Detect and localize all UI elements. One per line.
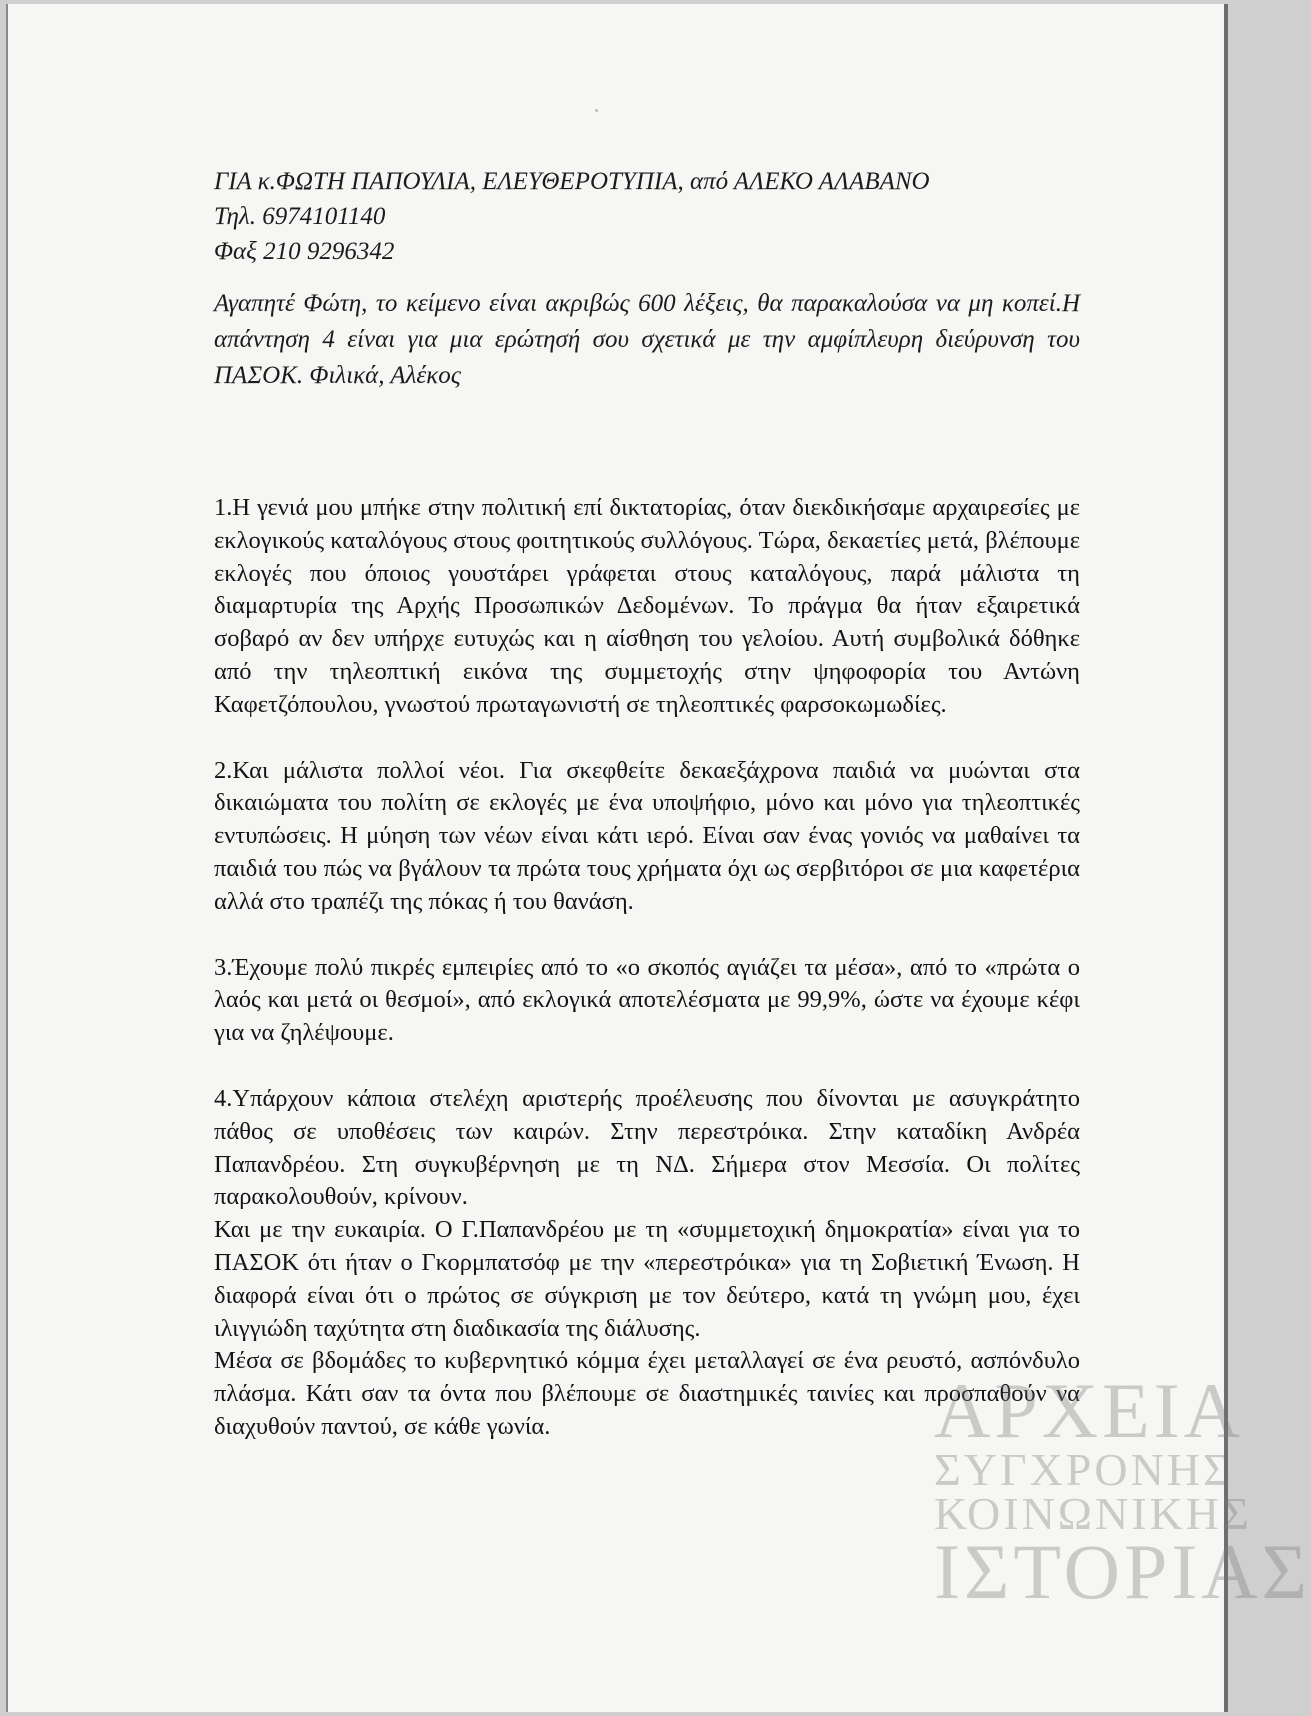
phone-line: Τηλ. 6974101140 <box>214 203 386 230</box>
document-page <box>6 4 1311 1712</box>
watermark-line-4: ΙΣΤΟΡΙΑΣ <box>934 1528 1311 1616</box>
letter-header <box>214 164 1094 269</box>
recipient-line: ΓΙΑ κ.ΦΩΤΗ ΠΑΠΟΥΛΙΑ, ΕΛΕΥΘΕΡΟΤΥΠΙΑ, από ΑΛΕΚΟ ΑΛΑΒΑΝΟ <box>214 168 930 195</box>
fax-line: Φαξ 210 9296342 <box>214 238 395 265</box>
article-body <box>214 492 1080 1444</box>
paragraph-4-continued-b: Μέσα σε βδομάδες το κυβερνητικό κόμμα έχει μεταλλαγεί σε ένα ρευστό, ασπόνδυλο πλάσμα. Κάτι σαν τα όντα που βλέπουμε σε διαστημικές ταινίες και προσπαθούν να διαχυθούν παντού, σε κάθε γωνία. <box>214 1347 1080 1440</box>
paragraph-2: 2.Και μάλιστα πολλοί νέοι. Για σκεφθείτε δεκαεξάχρονα παιδιά να μυώνται στα δικαιώματα του πολίτη σε εκλογές με ένα υποψήφιο, μόνο και μόνο για τηλεοπτικές εντυπώσεις. Η μύηση των νέων είναι κάτι ιερό. Είναι σαν ένας γονιός να μαθαίνει τα παιδιά του πώς να βγάλουν τα πρώτα τους χρήματα όχι ως σερβιτόροι σε μια καφετέρια αλλά στο τραπέζι της πόκας ή του θανάση. <box>214 756 1080 915</box>
paragraph-1: 1.Η γενιά μου μπήκε στην πολιτική επί δικτατορίας, όταν διεκδικήσαμε αρχαιρεσίες με εκλογικούς καταλόγους στους φοιτητικούς συλλόγους. Τώρα, δεκαετίες μετά, βλέπουμε εκλογές που όποιος γουστάρει γράφεται στους καταλόγους, παρά μάλιστα τη διαμαρτυρία της Αρχής Προσωπικών Δεδομένων. Το πράγμα θα ήταν εξαιρετικά σοβαρό αν δεν υπήρχε ευτυχώς και η αίσθηση του γελοίου. Αυτή συμβολικά δόθηκε από την τηλεοπτική εικόνα της συμμετοχής στην ψηφοφορία του Αντώνη Καφετζόπουλου, γνωστού πρωταγωνιστή σε τηλεοπτικές φαρσοκωμωδίες. <box>214 494 1080 718</box>
scan-speck <box>595 109 598 112</box>
watermark-line-2: ΣΥΓΧΡΟΝΗΣ <box>934 1444 1233 1496</box>
cover-note: Αγαπητέ Φώτη, το κείμενο είναι ακριβώς 600 λέξεις, θα παρακαλούσα να μη κοπεί.Η απάντηση 4 είναι για μια ερώτησή σου σχετικά με την αμφίπλευρη διεύρυνση του ΠΑΣΟΚ. Φιλικά, Αλέκος <box>214 290 1080 389</box>
watermark-line-1: ΑΡΧΕΙΑ <box>934 1367 1244 1454</box>
paragraph-4-continued-a: Και με την ευκαιρία. Ο Γ.Παπανδρέου με τη «συμμετοχική δημοκρατία» είναι για το ΠΑΣΟΚ ότι ήταν ο Γκορμπατσόφ με την «περεστρόικα» για τη Σοβιετική Ένωση. Η διαφορά είναι ότι ο πρώτος σε σύγκριση με τον δεύτερο, κατά τη γνώμη μου, έχει ιλιγγιώδη ταχύτητα στη διαδικασία της διάλυσης. <box>214 1216 1080 1342</box>
watermark-line-3: ΚΟΙΝΩΝΙΚΗΣ <box>934 1487 1252 1539</box>
paragraph-3: 3.Έχουμε πολύ πικρές εμπειρίες από το «ο σκοπός αγιάζει τα μέσα», από το «πρώτα ο λαός και μετά οι θεσμοί», από εκλογικά αποτελέσματα με 99,9%, ώστε να έχουμε κέφι για να ζηλέψουμε. <box>214 953 1080 1047</box>
paragraph-4: 4.Υπάρχουν κάποια στελέχη αριστερής προέλευσης που δίνονται με ασυγκράτητο πάθος σε υποθέσεις των καιρών. Στην περεστρόικα. Στην καταδίκη Ανδρέα Παπανδρέου. Στη συγκυβέρνηση με τη ΝΔ. Σήμερα στον Μεσσία. Οι πολίτες παρακολουθούν, κρίνουν. <box>214 1084 1080 1211</box>
